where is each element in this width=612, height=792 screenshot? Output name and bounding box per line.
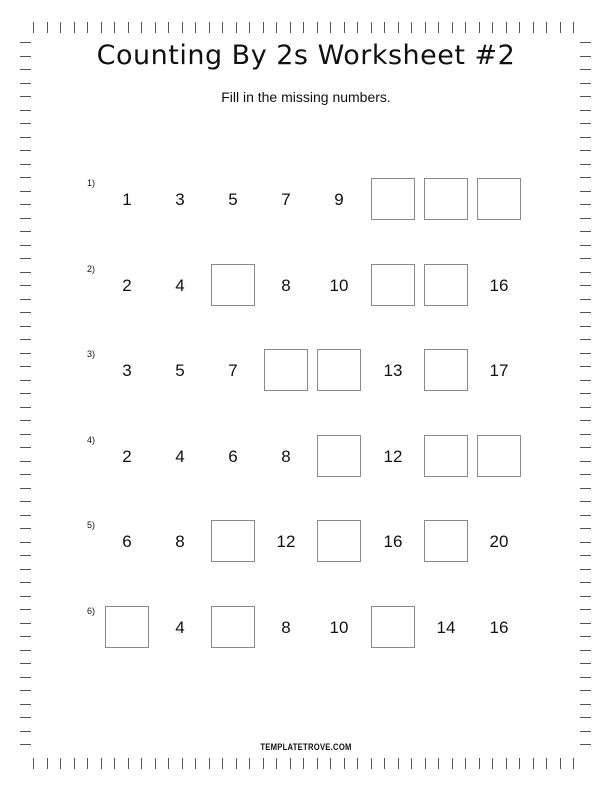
answer-box-outline — [477, 435, 521, 477]
border-tick — [20, 83, 31, 84]
border-tick — [452, 758, 453, 769]
border-tick — [263, 22, 264, 33]
answer-box[interactable] — [211, 520, 255, 562]
sequence-number-value: 16 — [489, 276, 509, 295]
answer-box-outline — [211, 520, 255, 562]
sequence-number-value: 12 — [383, 447, 403, 466]
border-tick — [155, 22, 156, 33]
border-tick — [303, 22, 304, 33]
sequence-number — [371, 520, 415, 562]
border-tick — [580, 690, 591, 691]
answer-box-outline — [424, 349, 468, 391]
sequence-number — [211, 349, 255, 391]
border-tick — [236, 758, 237, 769]
border-tick — [222, 22, 223, 33]
problem-row — [0, 606, 612, 650]
border-tick — [20, 231, 31, 232]
sequence-number — [264, 435, 308, 477]
answer-box[interactable] — [424, 435, 468, 477]
border-tick — [20, 150, 31, 151]
border-tick — [330, 758, 331, 769]
sequence-number — [158, 264, 202, 306]
problem-number: 1) — [87, 178, 96, 188]
problem-number: 3) — [87, 349, 96, 359]
sequence-number — [264, 606, 308, 648]
border-tick — [182, 22, 183, 33]
border-tick — [580, 717, 591, 718]
border-tick — [580, 339, 591, 340]
border-tick — [20, 488, 31, 489]
answer-box-outline — [371, 606, 415, 648]
border-tick — [20, 339, 31, 340]
problem-row — [0, 520, 612, 564]
answer-box[interactable] — [477, 435, 521, 477]
border-tick — [20, 420, 31, 421]
sequence-number — [105, 178, 149, 220]
border-tick — [20, 731, 31, 732]
border-tick — [47, 758, 48, 769]
border-tick — [580, 164, 591, 165]
border-tick — [20, 164, 31, 165]
answer-box[interactable] — [317, 520, 361, 562]
answer-box-outline — [211, 264, 255, 306]
border-tick — [580, 582, 591, 583]
border-tick — [560, 758, 561, 769]
border-tick — [580, 663, 591, 664]
sequence-number — [105, 520, 149, 562]
border-tick — [580, 245, 591, 246]
border-tick — [303, 758, 304, 769]
border-tick — [47, 22, 48, 33]
border-tick — [20, 393, 31, 394]
answer-box[interactable] — [477, 178, 521, 220]
sequence-number-value: 8 — [281, 447, 291, 466]
border-tick — [465, 758, 466, 769]
sequence-number — [264, 264, 308, 306]
sequence-number-value: 5 — [175, 361, 185, 380]
answer-box[interactable] — [105, 606, 149, 648]
answer-box-outline — [371, 178, 415, 220]
border-tick — [533, 758, 534, 769]
border-tick — [371, 758, 372, 769]
border-tick — [519, 758, 520, 769]
border-tick — [580, 677, 591, 678]
border-tick — [580, 326, 591, 327]
sequence-number-value: 6 — [228, 447, 238, 466]
border-tick — [20, 744, 31, 745]
border-tick — [580, 258, 591, 259]
border-tick — [580, 137, 591, 138]
border-tick — [580, 110, 591, 111]
border-tick — [580, 420, 591, 421]
sequence-number-value: 7 — [281, 190, 291, 209]
border-tick — [580, 731, 591, 732]
sequence-number-value: 5 — [228, 190, 238, 209]
border-tick — [411, 758, 412, 769]
sequence-number-value: 16 — [489, 618, 509, 637]
border-tick — [425, 22, 426, 33]
border-tick — [580, 501, 591, 502]
border-tick — [141, 22, 142, 33]
answer-box-outline — [317, 435, 361, 477]
border-tick — [20, 690, 31, 691]
border-tick — [290, 22, 291, 33]
border-tick — [465, 22, 466, 33]
sequence-number — [477, 606, 521, 648]
problem-number: 5) — [87, 520, 96, 530]
problem-row — [0, 349, 612, 393]
border-tick — [20, 312, 31, 313]
border-tick — [168, 22, 169, 33]
border-tick — [33, 22, 34, 33]
sequence-number — [158, 349, 202, 391]
border-tick — [20, 137, 31, 138]
sequence-number-value: 4 — [175, 447, 185, 466]
border-tick — [249, 758, 250, 769]
sequence-number-value: 8 — [175, 532, 185, 551]
border-tick — [438, 758, 439, 769]
worksheet-instruction: Fill in the missing numbers. — [221, 89, 391, 105]
sequence-number — [477, 349, 521, 391]
problem-number: 2) — [87, 264, 96, 274]
border-tick — [580, 515, 591, 516]
border-tick — [580, 312, 591, 313]
border-tick — [20, 663, 31, 664]
answer-box[interactable] — [424, 178, 468, 220]
answer-box-outline — [371, 264, 415, 306]
sequence-number — [158, 520, 202, 562]
border-tick — [20, 704, 31, 705]
sequence-number-value: 14 — [436, 618, 456, 637]
border-tick — [580, 83, 591, 84]
answer-box-outline — [317, 349, 361, 391]
border-tick — [317, 22, 318, 33]
sequence-number — [317, 178, 361, 220]
border-tick — [546, 22, 547, 33]
border-tick — [452, 22, 453, 33]
border-tick — [533, 22, 534, 33]
border-tick — [411, 22, 412, 33]
border-tick — [573, 22, 574, 33]
answer-box-outline — [211, 606, 255, 648]
sequence-number — [105, 349, 149, 391]
border-tick — [479, 22, 480, 33]
border-tick — [236, 22, 237, 33]
border-tick — [168, 758, 169, 769]
answer-box-outline — [424, 520, 468, 562]
border-tick — [87, 22, 88, 33]
sequence-number-value: 2 — [122, 276, 132, 295]
border-tick — [580, 488, 591, 489]
border-tick — [20, 123, 31, 124]
border-tick — [330, 22, 331, 33]
sequence-number-value: 10 — [329, 276, 349, 295]
border-tick — [580, 231, 591, 232]
border-tick — [357, 22, 358, 33]
sequence-number-value: 1 — [122, 190, 132, 209]
answer-box-outline — [424, 435, 468, 477]
sequence-number — [264, 520, 308, 562]
border-tick — [479, 758, 480, 769]
sequence-number-value: 9 — [334, 190, 344, 209]
border-tick — [425, 758, 426, 769]
border-tick — [580, 704, 591, 705]
border-tick — [384, 22, 385, 33]
sequence-number — [317, 264, 361, 306]
border-tick — [560, 22, 561, 33]
sequence-number-value: 10 — [329, 618, 349, 637]
border-tick — [209, 758, 210, 769]
answer-box[interactable] — [211, 264, 255, 306]
border-tick — [384, 758, 385, 769]
sequence-number-value: 8 — [281, 276, 291, 295]
answer-box-outline — [477, 178, 521, 220]
border-tick — [60, 22, 61, 33]
border-tick — [317, 758, 318, 769]
sequence-number-value: 16 — [383, 532, 403, 551]
border-tick — [492, 758, 493, 769]
sequence-number-value: 2 — [122, 447, 132, 466]
sequence-number — [317, 606, 361, 648]
answer-box[interactable] — [424, 349, 468, 391]
sequence-number-value: 20 — [489, 532, 509, 551]
border-tick — [60, 758, 61, 769]
border-tick — [357, 758, 358, 769]
answer-box[interactable] — [371, 178, 415, 220]
problem-row — [0, 435, 612, 479]
sequence-number — [211, 178, 255, 220]
answer-box[interactable] — [371, 264, 415, 306]
sequence-number-value: 12 — [276, 532, 296, 551]
border-tick — [580, 393, 591, 394]
sequence-number-value: 6 — [122, 532, 132, 551]
border-tick — [580, 123, 591, 124]
border-tick — [74, 22, 75, 33]
border-tick — [155, 758, 156, 769]
sequence-number-value: 4 — [175, 276, 185, 295]
border-tick — [20, 569, 31, 570]
sequence-number — [424, 606, 468, 648]
border-tick — [580, 150, 591, 151]
border-tick — [344, 22, 345, 33]
border-tick — [506, 758, 507, 769]
sequence-number-value: 8 — [281, 618, 291, 637]
border-tick — [492, 22, 493, 33]
answer-box-outline — [264, 349, 308, 391]
border-tick — [580, 407, 591, 408]
border-tick — [20, 110, 31, 111]
sequence-number — [211, 435, 255, 477]
answer-box[interactable] — [264, 349, 308, 391]
border-tick — [290, 758, 291, 769]
border-tick — [344, 758, 345, 769]
border-tick — [573, 758, 574, 769]
sequence-number — [371, 435, 415, 477]
sequence-number-value: 4 — [175, 618, 185, 637]
border-tick — [87, 758, 88, 769]
border-tick — [20, 515, 31, 516]
sequence-number — [477, 264, 521, 306]
sequence-number-value: 3 — [175, 190, 185, 209]
sequence-number — [264, 178, 308, 220]
border-tick — [580, 596, 591, 597]
border-tick — [20, 677, 31, 678]
border-tick — [398, 22, 399, 33]
border-tick — [580, 569, 591, 570]
border-tick — [101, 22, 102, 33]
answer-box[interactable] — [371, 606, 415, 648]
border-tick — [209, 22, 210, 33]
border-tick — [20, 596, 31, 597]
border-tick — [20, 326, 31, 327]
border-tick — [114, 22, 115, 33]
border-tick — [128, 22, 129, 33]
border-tick — [141, 758, 142, 769]
border-tick — [371, 22, 372, 33]
problem-number: 6) — [87, 606, 96, 616]
border-tick — [33, 758, 34, 769]
border-tick — [222, 758, 223, 769]
answer-box-outline — [105, 606, 149, 648]
problem-number: 4) — [87, 435, 96, 445]
answer-box[interactable] — [317, 349, 361, 391]
sequence-number — [105, 435, 149, 477]
answer-box-outline — [317, 520, 361, 562]
border-tick — [20, 407, 31, 408]
sequence-number — [105, 264, 149, 306]
sequence-number-value: 13 — [383, 361, 403, 380]
sequence-number-value: 7 — [228, 361, 238, 380]
border-tick — [20, 582, 31, 583]
border-tick — [20, 501, 31, 502]
sequence-number — [477, 520, 521, 562]
border-tick — [249, 22, 250, 33]
border-tick — [195, 22, 196, 33]
border-tick — [195, 758, 196, 769]
border-tick — [438, 22, 439, 33]
border-tick — [74, 758, 75, 769]
border-tick — [276, 758, 277, 769]
border-tick — [276, 22, 277, 33]
border-tick — [398, 758, 399, 769]
border-tick — [263, 758, 264, 769]
sequence-number — [158, 178, 202, 220]
sequence-number — [158, 606, 202, 648]
footer-brand: TEMPLATETROVE.COM — [260, 742, 352, 752]
sequence-number — [371, 349, 415, 391]
answer-box[interactable] — [424, 520, 468, 562]
answer-box[interactable] — [424, 264, 468, 306]
border-tick — [20, 245, 31, 246]
border-tick — [101, 758, 102, 769]
border-tick — [20, 717, 31, 718]
border-tick — [580, 744, 591, 745]
problem-row — [0, 264, 612, 308]
answer-box-outline — [424, 264, 468, 306]
worksheet-title: Counting By 2s Worksheet #2 — [96, 40, 516, 71]
border-tick — [546, 758, 547, 769]
problem-row — [0, 178, 612, 222]
border-tick — [128, 758, 129, 769]
border-tick — [519, 22, 520, 33]
answer-box[interactable] — [211, 606, 255, 648]
border-tick — [114, 758, 115, 769]
sequence-number — [158, 435, 202, 477]
border-tick — [506, 22, 507, 33]
sequence-number-value: 3 — [122, 361, 132, 380]
answer-box-outline — [424, 178, 468, 220]
border-tick — [182, 758, 183, 769]
answer-box[interactable] — [317, 435, 361, 477]
sequence-number-value: 17 — [489, 361, 509, 380]
border-tick — [20, 258, 31, 259]
